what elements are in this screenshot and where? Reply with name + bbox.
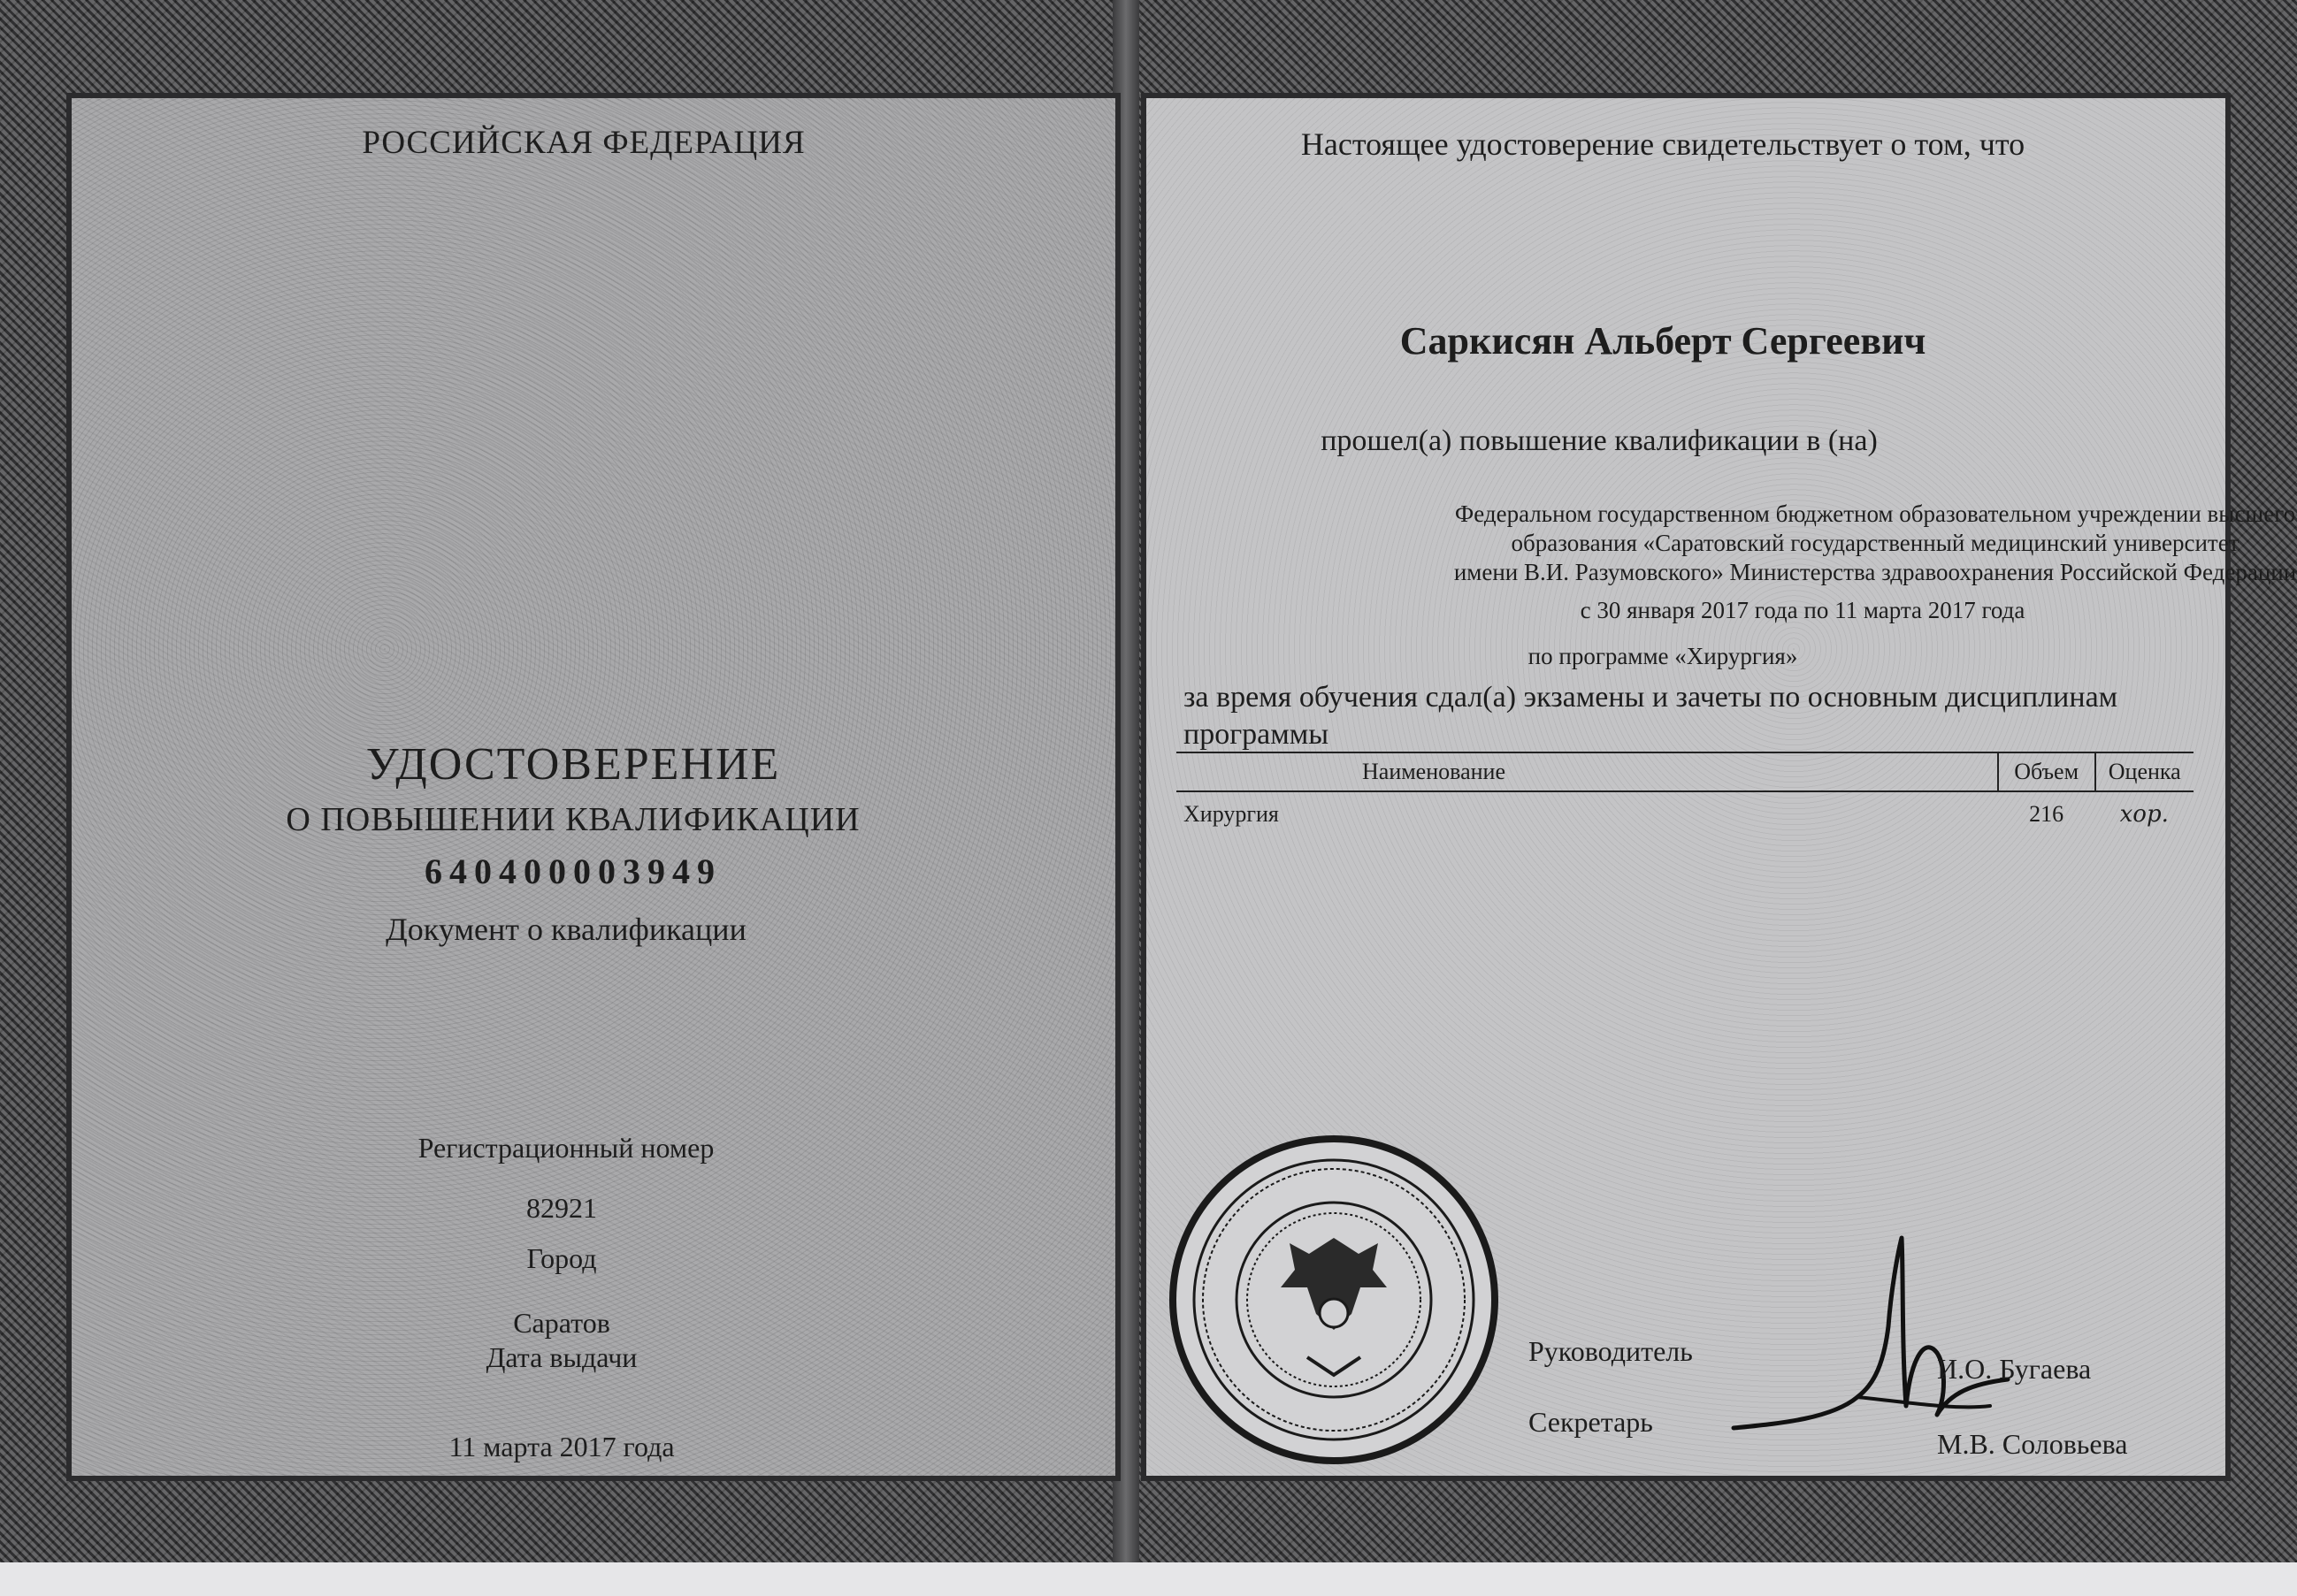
organization-name: [1454, 500, 2296, 587]
subjects-table: [1176, 752, 2194, 836]
reg-number-label: Регистрационный номер: [417, 1132, 715, 1164]
scan-margin: [0, 1562, 2297, 1596]
document-type: Документ о квалификации: [386, 912, 747, 947]
holder-name: Саркисян Альберт Сергеевич: [1399, 319, 1926, 363]
col-header-volume: Объем: [1998, 752, 2095, 791]
country-title: РОССИЙСКАЯ ФЕДЕРАЦИЯ: [362, 125, 806, 161]
reg-number-value: 82921: [526, 1192, 597, 1224]
head-role: Руководитель: [1528, 1335, 1693, 1367]
subject-grade: хор.: [2119, 801, 2169, 828]
certificate-title: УДОСТОВЕРЕНИЕ: [365, 739, 781, 790]
issue-date-value: 11 марта 2017 года: [448, 1431, 675, 1462]
head-name: И.О. Бугаева: [1937, 1353, 2092, 1385]
issue-date-label: Дата выдачи: [486, 1341, 638, 1373]
col-header-name: Наименование: [1176, 752, 1998, 791]
handwritten-signature-icon: [1725, 1220, 2017, 1450]
city-label: Город: [526, 1242, 597, 1274]
col-header-grade: Оценка: [2095, 752, 2194, 791]
secretary-role: Секретарь: [1528, 1406, 1653, 1438]
org-line-3: имени В.И. Разумовского» Министерства здравоохранения Российской Федерации: [1453, 559, 2297, 585]
completed-text: прошел(а) повышение квалификации в (на): [1321, 424, 1878, 457]
org-line-1: Федеральном государственном бюджетном образовательном учреждении высшего: [1454, 500, 2296, 527]
table-row: [1176, 791, 2194, 836]
org-line-2: образования «Саратовский государственный медицинский университет: [1511, 530, 2240, 556]
program-name: по программе «Хирургия»: [1528, 643, 1798, 669]
subject-volume: 216: [2029, 801, 2064, 827]
certificate-number: 640400003949: [425, 851, 722, 891]
subject-name: Хирургия: [1183, 801, 1279, 827]
round-seal-icon: [1166, 1132, 1502, 1468]
secretary-name: М.В. Соловьева: [1937, 1428, 2128, 1460]
city-value: Саратов: [513, 1307, 610, 1339]
intro-text: Настоящее удостоверение свидетельствует о том, что: [1300, 126, 2025, 162]
certificate-subtitle: О ПОВЫШЕНИИ КВАЛИФИКАЦИИ: [286, 801, 861, 838]
study-period: с 30 января 2017 года по 11 марта 2017 года: [1580, 597, 2025, 623]
exams-text-line2: программы: [1183, 718, 1329, 751]
exams-text-line1: за время обучения сдал(а) экзамены и зачеты по основным дисциплинам: [1183, 681, 2118, 714]
